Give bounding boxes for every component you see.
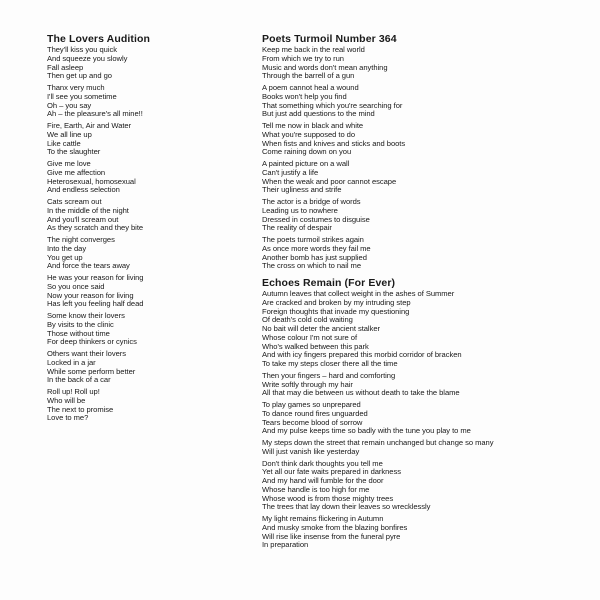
- stanza: [47, 388, 227, 423]
- poem-title: Poets Turmoil Number 364: [262, 33, 397, 45]
- poem-line: Whose wood is from those mighty trees: [262, 493, 394, 503]
- poem-line: To take my steps closer there all the time: [262, 359, 398, 368]
- poem-line: Books won't help you find: [262, 91, 347, 101]
- poem-line: They'll kiss you quick: [47, 45, 117, 54]
- poem-line: From which we try to run: [262, 53, 344, 63]
- poem-line: My light remains flickering in Autumn: [262, 514, 384, 523]
- poem-line: Locked in a jar: [47, 357, 96, 367]
- poem-line: And force the tears away: [47, 261, 130, 271]
- poem-line: Some know their lovers: [47, 311, 125, 320]
- poem-line: Give me affection: [47, 167, 106, 177]
- poem-line: Into the day: [47, 243, 87, 253]
- poem-line: That something which you're searching for: [262, 100, 403, 110]
- stanza: [262, 236, 582, 271]
- stanza: [262, 198, 582, 233]
- poem: [262, 277, 582, 550]
- poem-line: Whose handle is too high for me: [262, 484, 370, 494]
- stanza: [262, 372, 582, 398]
- poem-line: Fall asleep: [47, 62, 84, 72]
- poem-line: Who will be: [47, 395, 86, 405]
- poem-line: Thanx very much: [47, 83, 105, 92]
- poem-line: As once more words they fail me: [262, 243, 371, 253]
- poem-line: Cats scream out: [47, 197, 102, 206]
- stanza: [262, 515, 582, 550]
- poem-line: Write softly through my hair: [262, 379, 353, 389]
- poem-line: Will just vanish like yesterday: [262, 446, 360, 456]
- stanza: [262, 84, 582, 119]
- poem-line: What you're supposed to do: [262, 129, 356, 139]
- poem-title: The Lovers Audition: [47, 33, 151, 45]
- poem-line: Fire, Earth, Air and Water: [47, 121, 132, 130]
- stanza: [262, 160, 582, 195]
- poem-line: Who's walked between this park: [262, 341, 369, 351]
- stanza: [47, 84, 227, 119]
- stanza: [262, 46, 582, 81]
- poem-line: Come raining down on you: [262, 147, 352, 157]
- poem-line: The actor is a bridge of words: [262, 197, 361, 206]
- poem-line: In preparation: [262, 540, 309, 550]
- poem-line: In the middle of the night: [47, 205, 129, 215]
- poem-line: My steps down the street that remain unchanged but change so many: [262, 438, 494, 447]
- poem-line: But just add questions to the mind: [262, 109, 375, 119]
- poem-line: Don't think dark thoughts you tell me: [262, 458, 383, 468]
- poem-line: Then your fingers – hard and comforting: [262, 370, 396, 380]
- poem-line: Then get up and go: [47, 71, 112, 81]
- poem-line: We all line up: [47, 129, 92, 139]
- poem-line: Ah – the pleasure's all mine!!: [47, 109, 143, 119]
- stanza: [47, 236, 227, 271]
- stanza: [47, 274, 227, 309]
- poem-line: Foreign thoughts that invade my questioning: [262, 306, 410, 316]
- poem-line: The trees that lay down their leaves so wrecklessly: [262, 502, 431, 512]
- poem-line: No bait will deter the ancient stalker: [262, 324, 380, 333]
- poem-line: As they scratch and they bite: [47, 223, 144, 233]
- stanza: [47, 160, 227, 195]
- poem-line: Tears become blood of sorrow: [262, 417, 363, 427]
- poem-line: Keep me back in the real world: [262, 45, 365, 54]
- poem-line: Those without time: [47, 328, 110, 338]
- poem-line: Roll up! Roll up!: [47, 387, 100, 396]
- poem-line: Of death's cold cold waiting: [262, 315, 353, 325]
- poem-line: And squeeze you slowly: [47, 53, 128, 63]
- poem-line: Others want their lovers: [47, 349, 126, 358]
- right-column: [262, 33, 582, 553]
- poem-line: Music and words don't mean anything: [262, 62, 388, 72]
- poem-line: By visits to the clinic: [47, 319, 114, 329]
- stanza: [262, 122, 582, 157]
- poem-line: And you'll scream out: [47, 214, 119, 224]
- poem-line: Whose colour I'm not sure of: [262, 332, 358, 342]
- poem-line: The poets turmoil strikes again: [262, 235, 364, 244]
- stanza: [262, 460, 582, 513]
- poem-line: Yet all our fate waits prepared in darkness: [262, 467, 401, 477]
- poem-line: To play games so unprepared: [262, 400, 361, 409]
- poem-line: In the back of a car: [47, 375, 111, 385]
- poem-line: Autumn leaves that collect weight in the ashes of Summer: [262, 289, 455, 298]
- stanza: [47, 122, 227, 157]
- poem-line: Tell me now in black and white: [262, 121, 364, 130]
- poem-line: And with icy fingers prepared this morbid corridor of bracken: [262, 350, 462, 360]
- poem-line: Has left you feeling half dead: [47, 299, 144, 309]
- stanza: [262, 401, 582, 436]
- poem-title: Echoes Remain (For Ever): [262, 277, 396, 289]
- poem-line: Leading us to nowhere: [262, 205, 338, 215]
- poem-line: Heterosexual, homosexual: [47, 176, 136, 186]
- poem-line: You get up: [47, 252, 83, 262]
- poem-line: The cross on which to nail me: [262, 261, 362, 271]
- poem-line: Their ugliness and strife: [262, 185, 342, 195]
- poem-line: And musky smoke from the blazing bonfires: [262, 522, 408, 532]
- poem-line: Through the barrell of a gun: [262, 71, 355, 81]
- poem-line: Can't justify a life: [262, 167, 319, 177]
- poem-line: And my pulse keeps time so badly with the tune you play to me: [262, 426, 471, 436]
- poem-line: Are cracked and broken by my intruding step: [262, 297, 411, 307]
- poem-line: A poem cannot heal a wound: [262, 83, 359, 92]
- stanza: [262, 290, 582, 369]
- stanza: [47, 350, 227, 385]
- poem-line: Another bomb has just supplied: [262, 252, 367, 262]
- poem-line: To dance round fires unguarded: [262, 408, 368, 418]
- poem-line: A painted picture on a wall: [262, 159, 350, 168]
- poem: [262, 33, 582, 271]
- poem-line: When fists and knives and sticks and boots: [262, 138, 406, 148]
- poem-line: For deep thinkers or cynics: [47, 337, 137, 347]
- poem: [47, 33, 227, 423]
- poem-line: While some perform better: [47, 366, 136, 376]
- poem-line: Give me love: [47, 159, 91, 168]
- stanza: [262, 439, 582, 457]
- poem-line: I'll see you sometime: [47, 91, 117, 101]
- poem-line: The next to promise: [47, 404, 114, 414]
- poem-line: Now your reason for living: [47, 290, 134, 300]
- poem-line: The night converges: [47, 235, 115, 244]
- poem-line: All that may die between us without death to take the blame: [262, 388, 460, 398]
- stanza: [47, 312, 227, 347]
- poem-line: So you once said: [47, 281, 105, 291]
- poem-line: Oh – you say: [47, 100, 92, 110]
- poem-line: The reality of despair: [262, 223, 332, 233]
- poem-line: And my hand will fumble for the door: [262, 476, 384, 485]
- poem-line: When the weak and poor cannot escape: [262, 176, 397, 186]
- poem-line: And endless selection: [47, 185, 120, 195]
- poem-line: Dressed in costumes to disguise: [262, 214, 370, 224]
- poem-line: Like cattle: [47, 138, 81, 148]
- poem-line: To the slaughter: [47, 147, 101, 157]
- stanza: [47, 198, 227, 233]
- left-column: [47, 33, 227, 426]
- poem-line: Will rise like insense from the funeral pyre: [262, 531, 401, 541]
- poem-line: Love to me?: [47, 413, 89, 423]
- stanza: [47, 46, 227, 81]
- poem-line: He was your reason for living: [47, 273, 144, 282]
